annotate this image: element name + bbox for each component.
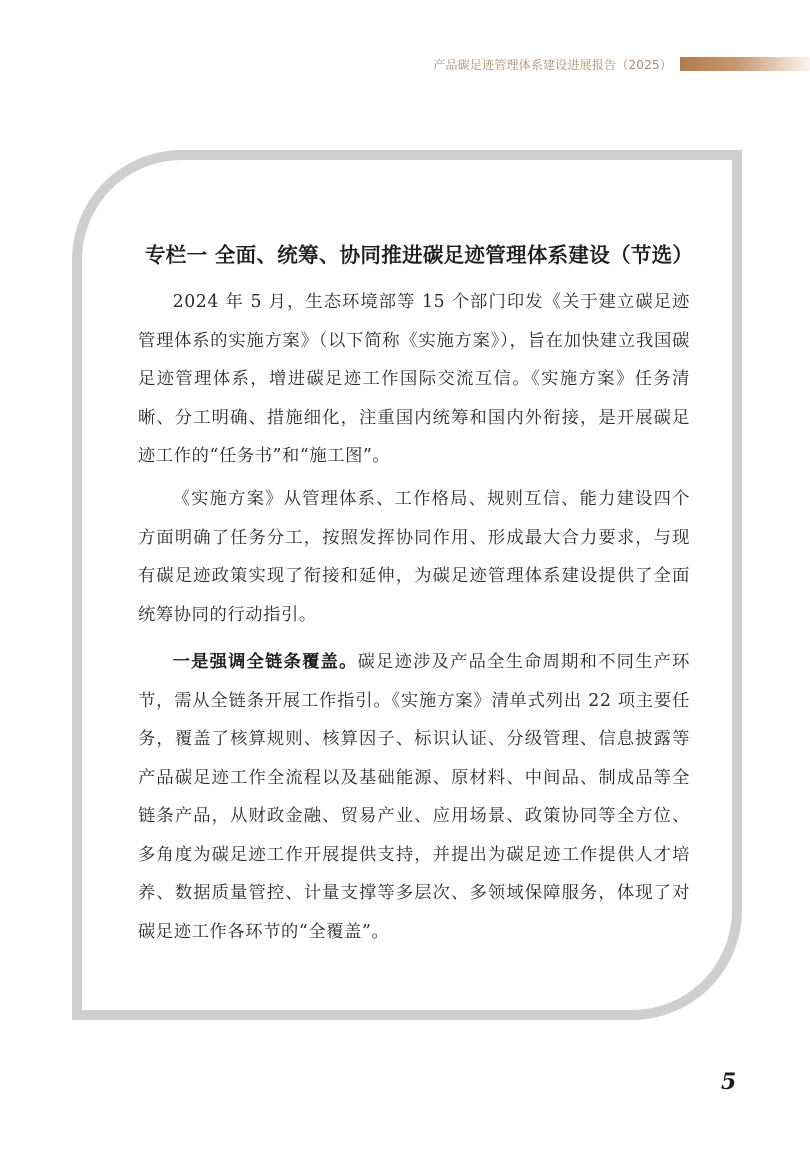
- paragraph-1-text: 2024 年 5 月，生态环境部等 15 个部门印发《关于建立碳足迹管理体系的实施方案》（以下简称《实施方案》），旨在加快建立我国碳足迹管理体系，增进碳足迹工作国际交流互信。《实施方案》任务清晰、分工明确、措施细化，注重国内统筹和国内外衔接，是开展碳足迹工作的“任务书”和“施工图”。: [138, 292, 690, 466]
- paragraph-3-body: [138, 643, 690, 951]
- paragraph-1: [138, 283, 690, 476]
- paragraph-3-lead: 一是强调全链条覆盖。: [172, 652, 358, 672]
- paragraph-2-text: 《实施方案》从管理体系、工作格局、规则互信、能力建设四个方面明确了任务分工，按照发挥协同作用、形成最大合力要求，与现有碳足迹政策实现了衔接和延伸，为碳足迹管理体系建设提供了全面统筹协同的行动指引。: [138, 489, 690, 625]
- page-number: 5: [721, 1069, 737, 1095]
- paragraph-3-text: 碳足迹涉及产品全生命周期和不同生产环节，需从全链条开展工作指引。《实施方案》清单式列出 22 项主要任务，覆盖了核算规则、核算因子、标识认证、分级管理、信息披露等产品碳足迹工作全流程以及基础能源、原材料、中间品、制成品等全链条产品，从财政金融、贸易产业、应用场景、政策协同等全方位、多角度为碳足迹工作开展提供支持，并提出为碳足迹工作提供人才培养、数据质量管控、计量支撑等多层次、多领域保障服务，体现了对碳足迹工作各环节的“全覆盖”。: [138, 652, 690, 942]
- column-title: 专栏一 全面、统筹、协同推进碳足迹管理体系建设（节选）: [145, 243, 694, 267]
- header-gradient-bar: [680, 57, 810, 71]
- paragraph-2: [138, 480, 690, 634]
- running-header-title: 产品碳足迹管理体系建设进展报告（2025）: [433, 58, 672, 72]
- paragraph-3: [138, 643, 690, 951]
